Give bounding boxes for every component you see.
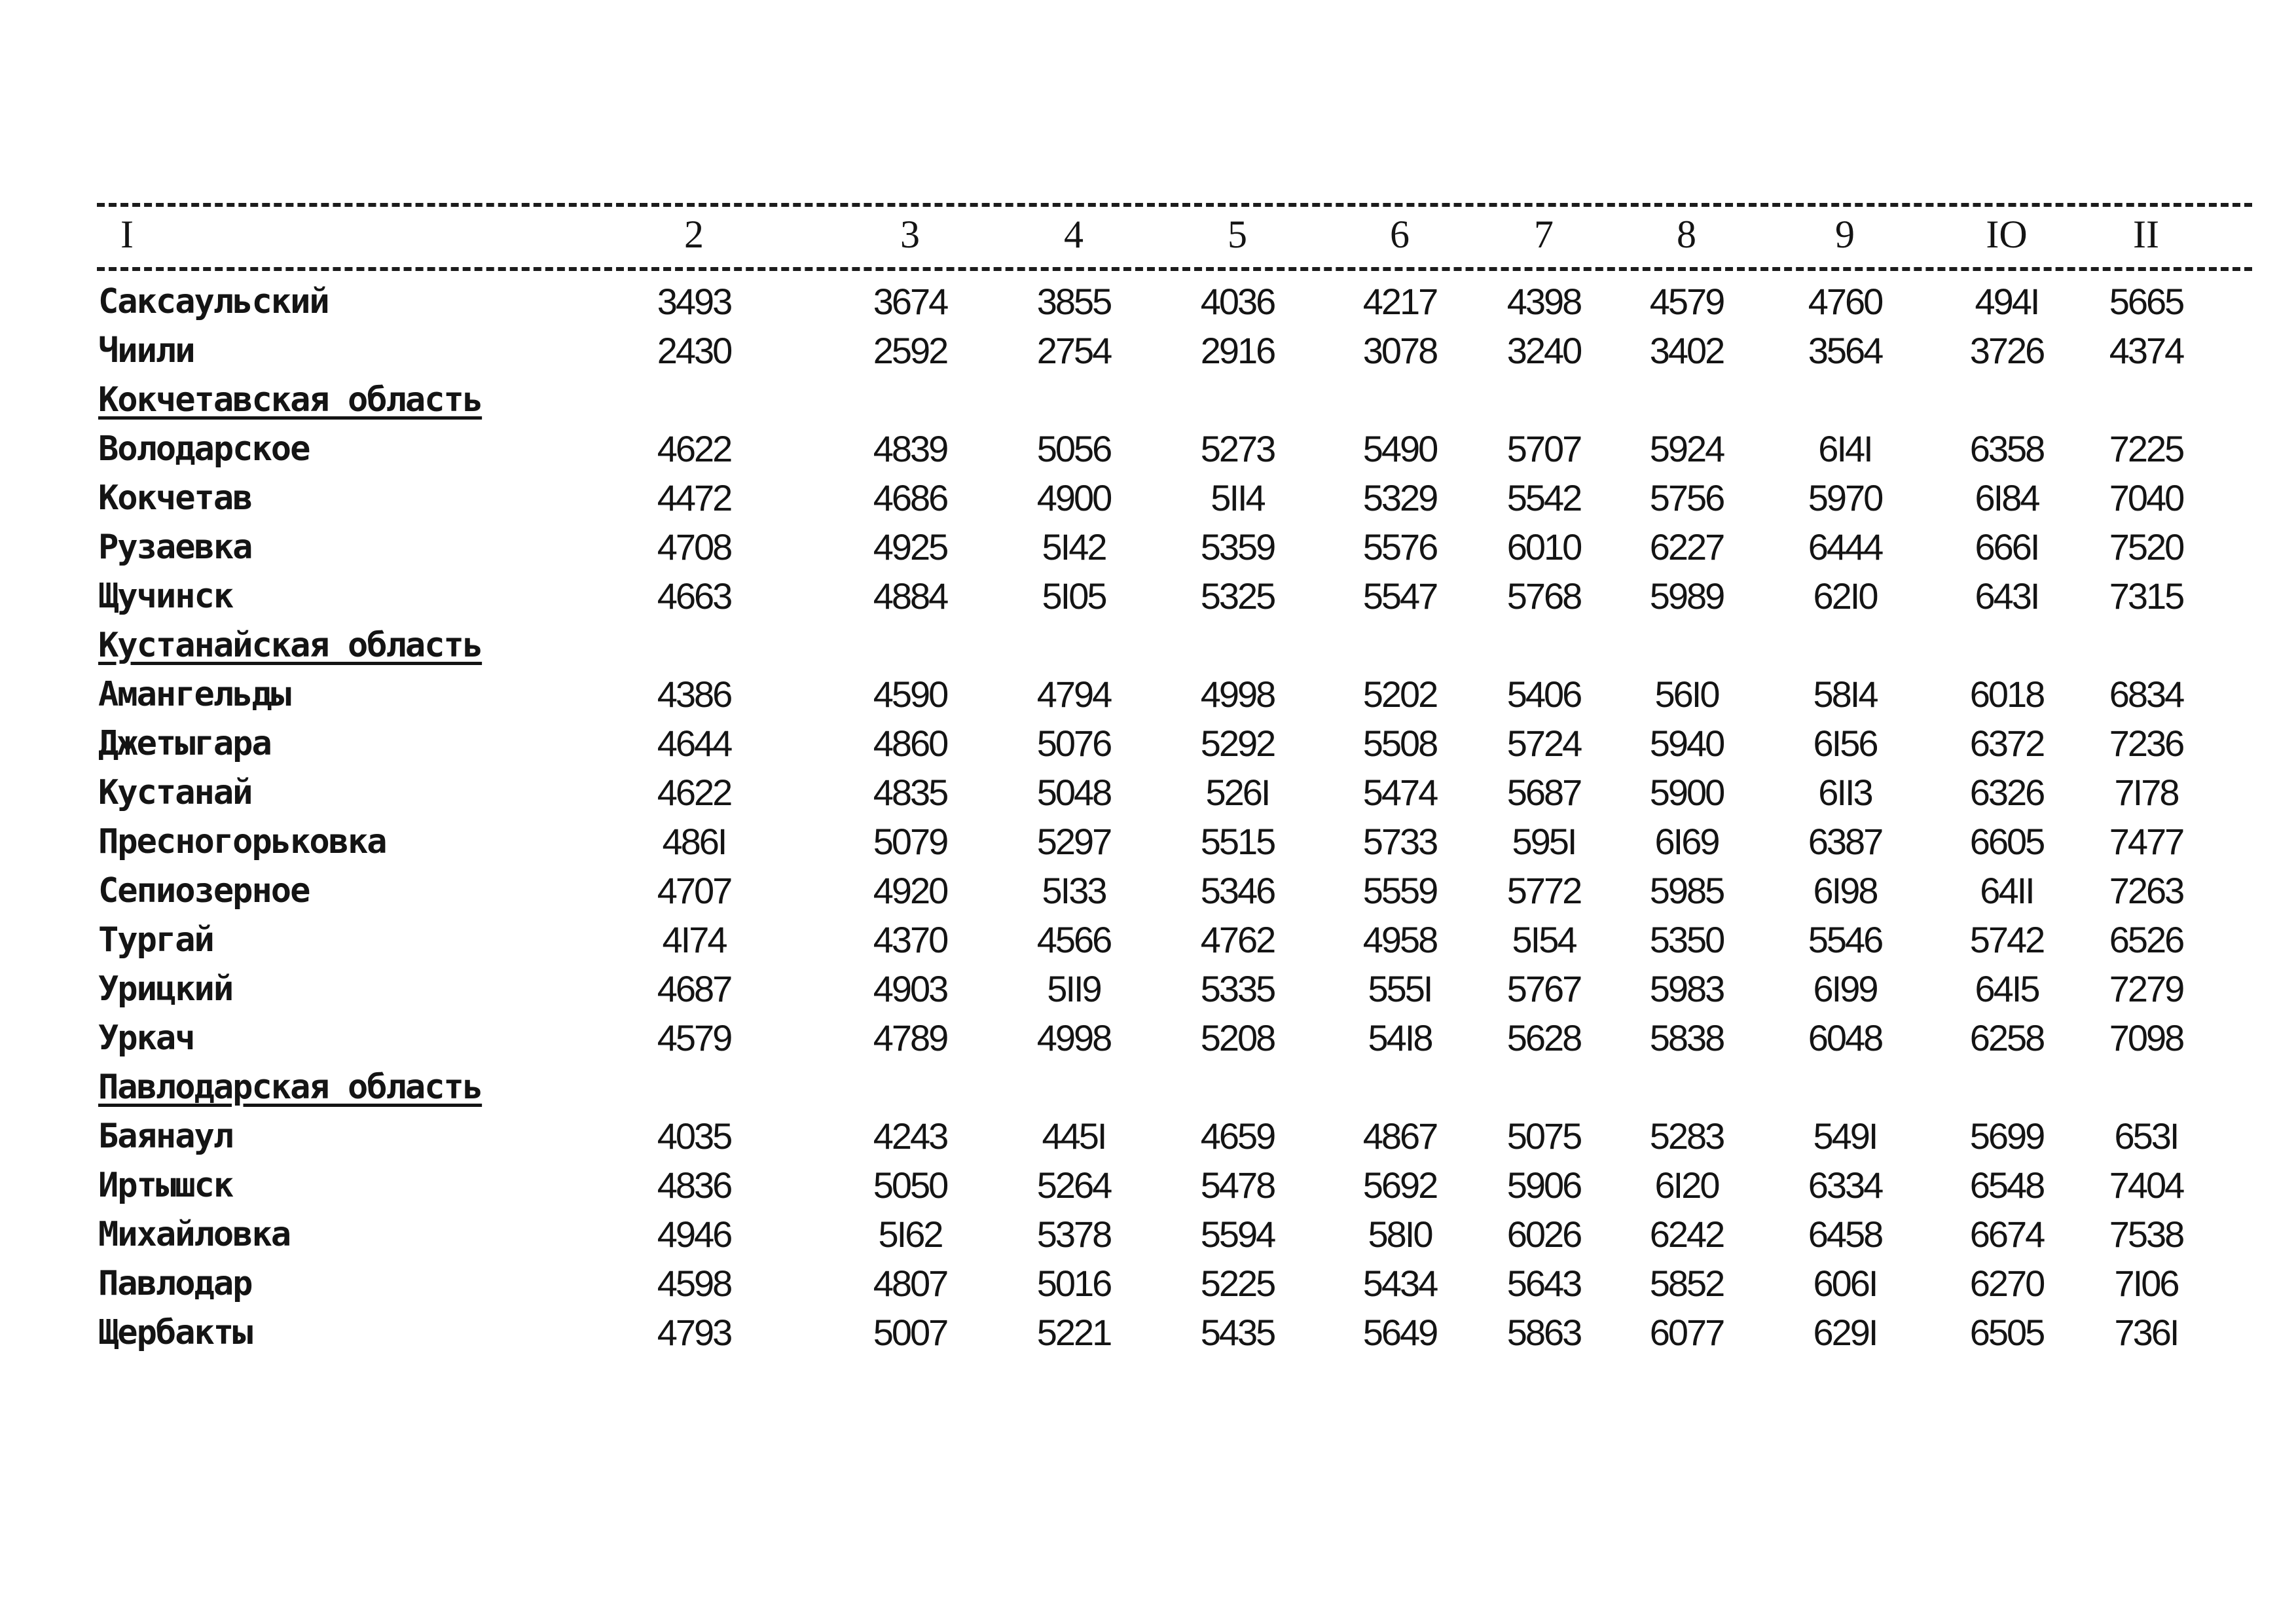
value-cell: 4035 [657,1115,731,1157]
value-cell: 5767 [1506,968,1581,1009]
value-cell: 56I0 [1654,674,1719,715]
value-cell: 5359 [1200,526,1275,568]
value-cell: 5264 [1036,1164,1111,1206]
value-cell: 5546 [1808,919,1882,960]
value-cell: 7263 [2109,870,2183,911]
table-header-row [97,208,2252,261]
value-cell: 3564 [1808,330,1882,371]
column-header: 7 [1534,212,1554,256]
region-heading-row [97,1062,2252,1111]
value-cell: 7236 [2109,723,2183,764]
value-cell: 5628 [1506,1017,1581,1058]
column-header: 9 [1835,212,1855,256]
value-cell: 3493 [657,281,731,322]
value-cell: 4687 [657,968,731,1009]
value-cell: 6605 [1969,821,2044,862]
value-cell: 5350 [1649,919,1724,960]
value-cell: 6077 [1649,1312,1724,1353]
value-cell: 5434 [1362,1263,1437,1304]
station-name: Михайловка [98,1214,291,1254]
value-cell: 5742 [1969,919,2044,960]
value-cell: 6018 [1969,674,2044,715]
value-cell: 5515 [1200,821,1275,862]
table-row [97,277,2252,326]
value-cell: 4836 [657,1164,731,1206]
value-cell: 5692 [1362,1164,1437,1206]
value-cell: 486I [662,821,726,862]
value-cell: 5292 [1200,723,1275,764]
column-header: I [120,212,134,256]
station-name: Урицкий [98,969,233,1009]
table-row [97,1111,2252,1161]
value-cell: 7404 [2109,1164,2183,1206]
value-cell: 5643 [1506,1263,1581,1304]
table-row [97,866,2252,915]
value-cell: 666I [1975,526,2039,568]
table-row [97,817,2252,866]
value-cell: 62I0 [1813,575,1877,617]
table-row [97,424,2252,473]
data-table [97,208,2252,1357]
table-row [97,522,2252,571]
value-cell: 643I [1975,575,2039,617]
value-cell: 5940 [1649,723,1724,764]
value-cell: 4566 [1036,919,1111,960]
value-cell: 4794 [1036,674,1111,715]
value-cell: 5772 [1506,870,1581,911]
value-cell: 494I [1975,281,2039,322]
value-cell: 4807 [873,1263,947,1304]
value-cell: 4789 [873,1017,947,1058]
column-header: 2 [684,212,704,256]
value-cell: 5594 [1200,1214,1275,1255]
value-cell: 4900 [1036,477,1111,518]
value-cell: 4686 [873,477,947,518]
value-cell: 4579 [1649,281,1724,322]
value-cell: 64II [1980,870,2033,911]
value-cell: 4839 [873,428,947,469]
value-cell: 5542 [1506,477,1581,518]
value-cell: 5576 [1362,526,1437,568]
value-cell: 6505 [1969,1312,2044,1353]
value-cell: 5056 [1036,428,1111,469]
station-name: Тургай [98,920,213,960]
table-row [97,1259,2252,1308]
value-cell: 5I42 [1042,526,1106,568]
region-heading-row [97,375,2252,424]
value-cell: 4370 [873,919,947,960]
value-cell: 3674 [873,281,947,322]
value-cell: 595I [1512,821,1576,862]
value-cell: 6372 [1969,723,2044,764]
value-cell: 5547 [1362,575,1437,617]
value-cell: 5989 [1649,575,1724,617]
value-cell: 4867 [1362,1115,1437,1157]
value-cell: 5I05 [1042,575,1106,617]
value-cell: 5724 [1506,723,1581,764]
station-name: Щучинск [98,576,233,616]
value-cell: 7477 [2109,821,2183,862]
value-cell: 549I [1813,1115,1877,1157]
value-cell: 629I [1813,1312,1877,1353]
value-cell: 2592 [873,330,947,371]
value-cell: 4374 [2109,330,2183,371]
value-cell: 5707 [1506,428,1581,469]
value-cell: 64I5 [1975,968,2039,1009]
column-header: IO [1986,212,2028,256]
station-name: Рузаевка [98,527,252,567]
value-cell: 7225 [2109,428,2183,469]
value-cell: 5016 [1036,1263,1111,1304]
value-cell: 5985 [1649,870,1724,911]
value-cell: 5225 [1200,1263,1275,1304]
value-cell: 7520 [2109,526,2183,568]
value-cell: 5329 [1362,477,1437,518]
table-row [97,1161,2252,1210]
table-row [97,1308,2252,1357]
value-cell: 5297 [1036,821,1111,862]
value-cell: 7I06 [2114,1263,2178,1304]
value-cell: 5559 [1362,870,1437,911]
value-cell: 6227 [1649,526,1724,568]
value-cell: 3402 [1649,330,1724,371]
value-cell: 5335 [1200,968,1275,1009]
region-heading: Кокчетавская область [98,380,483,420]
station-name: Уркач [98,1018,194,1058]
value-cell: 6834 [2109,674,2183,715]
table-body [97,277,2252,1357]
value-cell: 4925 [873,526,947,568]
table-row [97,719,2252,768]
value-cell: 5075 [1506,1115,1581,1157]
table-row [97,915,2252,964]
value-cell: 4762 [1200,919,1275,960]
value-cell: 6548 [1969,1164,2044,1206]
value-cell: 4472 [657,477,731,518]
value-cell: 3240 [1506,330,1581,371]
value-cell: 6358 [1969,428,2044,469]
value-cell: 5273 [1200,428,1275,469]
value-cell: 4622 [657,772,731,813]
value-cell: 7279 [2109,968,2183,1009]
station-name: Володарское [98,429,310,469]
value-cell: 445I [1042,1115,1106,1157]
column-header: 6 [1390,212,1410,256]
value-cell: 58I0 [1368,1214,1432,1255]
value-cell: 3855 [1036,281,1111,322]
value-cell: 5768 [1506,575,1581,617]
value-cell: 5208 [1200,1017,1275,1058]
column-header: II [2133,212,2159,256]
value-cell: 4217 [1362,281,1437,322]
station-name: Джетыгара [98,723,271,763]
value-cell: 5048 [1036,772,1111,813]
value-cell: 606I [1813,1263,1877,1304]
table-row [97,473,2252,522]
value-cell: 4579 [657,1017,731,1058]
value-cell: 7040 [2109,477,2183,518]
region-heading: Павлодарская область [98,1067,483,1107]
value-cell: 4590 [873,674,947,715]
value-cell: 2430 [657,330,731,371]
value-cell: 4644 [657,723,731,764]
value-cell: 6444 [1808,526,1882,568]
table-row [97,768,2252,817]
station-name: Амангельды [98,674,291,714]
value-cell: 6I56 [1813,723,1877,764]
value-cell: 5863 [1506,1312,1581,1353]
value-cell: 5756 [1649,477,1724,518]
column-header: 8 [1677,212,1696,256]
value-cell: 4835 [873,772,947,813]
value-cell: 4998 [1036,1017,1111,1058]
table-row [97,670,2252,719]
value-cell: 5I33 [1042,870,1106,911]
value-cell: 54I8 [1368,1017,1432,1058]
value-cell: 6I69 [1654,821,1719,862]
value-cell: 736I [2114,1312,2178,1353]
value-cell: 6I4I [1818,428,1872,469]
value-cell: 4598 [657,1263,731,1304]
column-header: 5 [1228,212,1247,256]
station-name: Щербакты [98,1312,252,1352]
value-cell: 6I99 [1813,968,1877,1009]
value-cell: 6I98 [1813,870,1877,911]
value-cell: 5406 [1506,674,1581,715]
table-row [97,1013,2252,1062]
value-cell: 4663 [657,575,731,617]
value-cell: 5076 [1036,723,1111,764]
table-top-rule [97,203,2252,207]
value-cell: 5924 [1649,428,1724,469]
value-cell: 5I62 [878,1214,942,1255]
value-cell: 5283 [1649,1115,1724,1157]
region-heading-row [97,621,2252,670]
station-name: Кокчетав [98,478,252,518]
value-cell: 6I84 [1975,477,2039,518]
value-cell: 5325 [1200,575,1275,617]
value-cell: 6334 [1808,1164,1882,1206]
value-cell: 5II9 [1047,968,1101,1009]
table-row [97,571,2252,621]
value-cell: 5490 [1362,428,1437,469]
value-cell: 5050 [873,1164,947,1206]
value-cell: 5665 [2109,281,2183,322]
value-cell: 4243 [873,1115,947,1157]
value-cell: 5508 [1362,723,1437,764]
value-cell: 6458 [1808,1214,1882,1255]
value-cell: 5221 [1036,1312,1111,1353]
value-cell: 3078 [1362,330,1437,371]
value-cell: 6242 [1649,1214,1724,1255]
value-cell: 4860 [873,723,947,764]
value-cell: 4622 [657,428,731,469]
value-cell: 6526 [2109,919,2183,960]
value-cell: 5II4 [1211,477,1264,518]
station-name: Иртышск [98,1165,233,1205]
station-name: Пресногорьковка [98,821,386,861]
value-cell: 2916 [1200,330,1275,371]
value-cell: 6270 [1969,1263,2044,1304]
value-cell: 4708 [657,526,731,568]
value-cell: 7098 [2109,1017,2183,1058]
value-cell: 2754 [1036,330,1111,371]
value-cell: 4707 [657,870,731,911]
value-cell: 6I20 [1654,1164,1719,1206]
value-cell: 6387 [1808,821,1882,862]
column-header: 4 [1064,212,1084,256]
column-header: 3 [900,212,920,256]
value-cell: 555I [1368,968,1432,1009]
value-cell: 7538 [2109,1214,2183,1255]
value-cell: 5202 [1362,674,1437,715]
value-cell: 5478 [1200,1164,1275,1206]
value-cell: 4946 [657,1214,731,1255]
value-cell: 4398 [1506,281,1581,322]
value-cell: 3726 [1969,330,2044,371]
value-cell: 5435 [1200,1312,1275,1353]
region-heading: Кустанайская область [98,625,483,665]
value-cell: 6048 [1808,1017,1882,1058]
value-cell: 4958 [1362,919,1437,960]
value-cell: 5838 [1649,1017,1724,1058]
value-cell: 4903 [873,968,947,1009]
value-cell: 7315 [2109,575,2183,617]
value-cell: 5687 [1506,772,1581,813]
value-cell: 6258 [1969,1017,2044,1058]
value-cell: 5699 [1969,1115,2044,1157]
value-cell: 5983 [1649,968,1724,1009]
table-row [97,326,2252,375]
value-cell: 5733 [1362,821,1437,862]
value-cell: 5474 [1362,772,1437,813]
value-cell: 4659 [1200,1115,1275,1157]
value-cell: 5007 [873,1312,947,1353]
value-cell: 6010 [1506,526,1581,568]
value-cell: 4I74 [662,919,726,960]
value-cell: 6026 [1506,1214,1581,1255]
station-name: Сепиозерное [98,871,310,911]
value-cell: 5079 [873,821,947,862]
station-name: Баянаул [98,1116,233,1156]
table-row [97,964,2252,1013]
table-row [97,1210,2252,1259]
value-cell: 4760 [1808,281,1882,322]
value-cell: 526I [1205,772,1269,813]
value-cell: 5346 [1200,870,1275,911]
value-cell: 5I54 [1512,919,1576,960]
value-cell: 4998 [1200,674,1275,715]
value-cell: 5378 [1036,1214,1111,1255]
value-cell: 6326 [1969,772,2044,813]
station-name: Павлодар [98,1263,252,1303]
value-cell: 58I4 [1813,674,1877,715]
station-name: Кустанай [98,772,252,812]
station-name: Саксаульский [98,281,329,321]
value-cell: 4920 [873,870,947,911]
value-cell: 4036 [1200,281,1275,322]
value-cell: 5649 [1362,1312,1437,1353]
value-cell: 5852 [1649,1263,1724,1304]
value-cell: 5900 [1649,772,1724,813]
value-cell: 6674 [1969,1214,2044,1255]
value-cell: 4793 [657,1312,731,1353]
value-cell: 653I [2114,1115,2178,1157]
value-cell: 6II3 [1818,772,1872,813]
station-name: Чиили [98,331,194,370]
value-cell: 4884 [873,575,947,617]
value-cell: 4386 [657,674,731,715]
value-cell: 5970 [1808,477,1882,518]
value-cell: 5906 [1506,1164,1581,1206]
value-cell: 7I78 [2114,772,2178,813]
